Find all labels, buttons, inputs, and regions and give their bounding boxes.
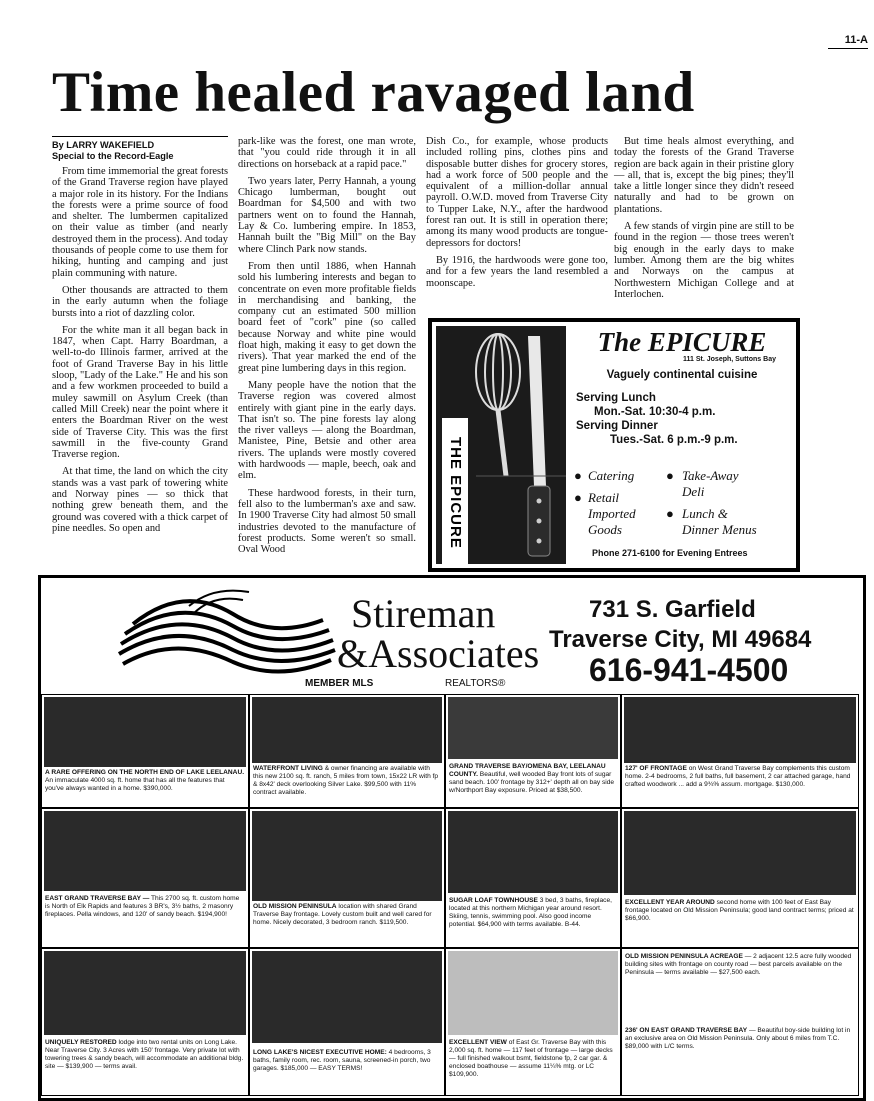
- paragraph: These hardwood forests, in their turn, fell also to the lumberman's axe and saw. In 1900 Traverse City had almost 50 small industries devoted to the manufacture of forest products. Some weren't so small. Oval Wood: [238, 487, 416, 556]
- listing-card: [445, 948, 621, 1096]
- lunch-label: Serving Lunch: [576, 392, 656, 404]
- listing-headline: EAST GRAND TRAVERSE BAY —: [45, 895, 150, 902]
- byline-rule: [52, 136, 228, 137]
- byline-outlet: Special to the Record-Eagle: [52, 151, 174, 161]
- realtor-ad-header: [41, 578, 863, 696]
- listing-card: [445, 694, 621, 808]
- listing-headline: 127' OF FRONTAGE: [625, 765, 687, 772]
- paragraph: But time heals almost everything, and today the forests of the Grand Traverse region are back again in their pristine glory — all, that is, except the big pines; they'll take a little longer since they didn't reseed naturally and had to be grown on plantations.: [614, 136, 794, 215]
- paragraph: By 1916, the hardwoods were gone too, and for a few years the land resembled a moonscape.: [426, 254, 608, 289]
- listing-body: on West Grand Traverse Bay complements this custom home. 2-4 bedrooms, 2 full baths, full basement, 2 car attached garage, hand crafted woodwork ... add a 9¾% assum. mortgage. $130,000.: [625, 765, 851, 788]
- byline-author: By LARRY WAKEFIELD: [52, 140, 155, 150]
- listing-headline: 236' ON EAST GRAND TRAVERSE BAY: [625, 1027, 748, 1034]
- listing-text: [449, 1039, 617, 1079]
- epicure-title: The EPICURE: [597, 327, 767, 357]
- epicure-phone: Phone 271-6100 for Evening Entrees: [592, 548, 748, 558]
- listing-card: [249, 808, 445, 948]
- listing-card: [621, 694, 859, 808]
- listing-text: [449, 763, 617, 795]
- listing-body: — Beautiful boy-side building lot in an exclusive area on Old Mission Peninsula. Only about 6 miles from T.C. $89,000 with L/C terms.: [625, 1027, 851, 1050]
- listing-text: [253, 1049, 441, 1073]
- realtor-name-line1: Stireman: [351, 591, 496, 636]
- article-column-4: [614, 136, 794, 306]
- listing-text: [449, 897, 617, 929]
- realtors-mark: REALTORS®: [445, 678, 506, 689]
- listing-body: lodge into two rental units on Long Lake. Near Traverse City. 3 Acres with 150' frontage. Very private lot with towering trees & sandy beach, will accommodate an additional bldg. site — $139,900 — terms avail.: [45, 1039, 244, 1070]
- house-photo: [252, 811, 442, 901]
- house-photo: [624, 697, 856, 763]
- paragraph: park-like was the forest, one man wrote, that "you could ride through it in all directions on horseback at a rapid pace.": [238, 136, 416, 170]
- paragraph: For the white man it all began back in 1847, when Capt. Harry Boardman, a well-to-do Illinois farmer, arrived at the foot of Grand Traverse Bay in his little sloop, "Lady of the Lake." He and his son and a few workmen proceeded to build a muley sawmill on Asylum Creek (than called Mill Creek) near the point where it enters the Boardman River on the west side of Traverse City. This was the first sawmill in the five-county Grand Traverse region.: [52, 324, 228, 461]
- listing-headline: OLD MISSION PENINSULA: [253, 903, 337, 910]
- listing-body: & owner financing are available with this new 2100 sq. ft. ranch, 5 miles from town, 15x22 LR with fp & 8x42' deck overlooking Silver Lake. $99,500 with 11% contract available.: [253, 765, 439, 796]
- service-deli: Deli: [682, 484, 705, 499]
- listing-text: [625, 953, 855, 977]
- epicure-ad-details: [576, 328, 788, 447]
- listing-text: [45, 895, 245, 919]
- listing-headline: A RARE OFFERING ON THE NORTH END OF LAKE LEELANAU.: [45, 769, 245, 776]
- service-goods: Goods: [588, 522, 622, 537]
- listing-body: 3 bed, 3 baths, fireplace, located at this northern Michigan year around resort. Skiing, tennis, swimming pool. Also good income potential. $64,900 with terms available. B-44.: [449, 897, 612, 928]
- page-number-rule: [828, 48, 868, 49]
- service-imported: Imported: [588, 506, 636, 521]
- listing-card: [41, 948, 249, 1096]
- listing-card: [445, 808, 621, 948]
- listing-body: An immaculate 4000 sq. ft. home that has all the features that you've always wanted in a home. $390,000.: [45, 777, 225, 792]
- service-retail: Retail: [588, 490, 620, 505]
- listing-headline: LONG LAKE'S NICEST EXECUTIVE HOME:: [253, 1049, 387, 1056]
- listing-headline: EXCELLENT VIEW: [449, 1039, 507, 1046]
- listing-text: [625, 765, 855, 789]
- listing-headline: SUGAR LOAF TOWNHOUSE: [449, 897, 538, 904]
- townhouse-photo: [448, 811, 618, 893]
- bullet-icon: ●: [574, 490, 582, 505]
- house-photo: [44, 951, 246, 1035]
- paragraph: Dish Co., for example, whose products included rolling pins, clothes pins and disposable butter dishes for grocery stores, had a work force of 500 people and the equivalent of a million-dollar annual payroll. O.W.D. moved from Traverse City to Tupper Lake, N.Y., after the hardwood forest ran out. It is still in operation there; among its many wood products are tongue-depressors for doctors!: [426, 136, 608, 249]
- house-photo: [624, 811, 856, 895]
- listing-card: [41, 694, 249, 808]
- bullet-icon: ●: [574, 468, 582, 483]
- service-dinner-menus: Dinner Menus: [682, 522, 757, 537]
- listing-body: — 2 adjacent 12.5 acre fully wooded building sites with frontage on county road — best parcels available on the Peninsula — terms available — $27,500 each.: [625, 953, 852, 976]
- realtor-street: 731 S. Garfield: [589, 596, 756, 623]
- listing-card: [249, 694, 445, 808]
- paragraph: From time immemorial the great forests of the Grand Traverse region have played a major role in its history. For the Indians the forests were a prime source of food and shelter. The lumbermen capitalized on their value as timber (and nearly destroyed them in the process). And today thousands of people come to use them for hiking, hunting and camping and just plain communing with nature.: [52, 166, 228, 279]
- bullet-icon: ●: [666, 468, 674, 483]
- service-take-away: Take-Away: [682, 468, 739, 483]
- realtor-phone: 616-941-4500: [589, 652, 789, 688]
- listing-card: [621, 948, 859, 1096]
- house-photo: [44, 697, 246, 767]
- member-mls: MEMBER MLS: [305, 678, 374, 689]
- listing-headline: WATERFRONT LIVING: [253, 765, 323, 772]
- epicure-ad-artwork: [436, 326, 566, 564]
- realtor-city: Traverse City, MI 49684: [549, 626, 812, 653]
- epicure-side-text: THE EPICURE: [442, 418, 468, 564]
- byline: [52, 140, 228, 162]
- article-column-1: [52, 136, 228, 540]
- headline: Time healed ravaged land: [52, 61, 695, 124]
- listing-headline: OLD MISSION PENINSULA ACREAGE: [625, 953, 743, 960]
- listings-grid: [41, 694, 863, 1098]
- epicure-address: 111 St. Joseph, Suttons Bay: [683, 356, 776, 363]
- paragraph: A few stands of virgin pine are still to be found in the region — those trees weren't big enough in the early days to make lumber. Among them are the big whites and Norways on the campus at Northwestern Michigan College and at Interlochen.: [614, 221, 794, 300]
- house-photo: [252, 951, 442, 1043]
- listing-text: [253, 765, 441, 797]
- listing-body: of East Gr. Traverse Bay with this 2,000 sq. ft. home — 117 feet of frontage — large decks — full finished walkout bsmt, fieldstone fp, 2 car gar. & enclosed boathouse — assume 11¼% mtg. or LC $109,900.: [449, 1039, 613, 1078]
- listing-text: [45, 1039, 245, 1071]
- listing-text: [45, 769, 245, 793]
- listing-card: [249, 948, 445, 1096]
- paragraph: At that time, the land on which the city stands was a vast park of towering white and Norway pines — so thick that nothing grew beneath them, and the ground was covered with a thick carpet of pine needles. So open and: [52, 466, 228, 534]
- house-photo: [252, 697, 442, 763]
- epicure-ad: [428, 318, 800, 572]
- service-catering: Catering: [588, 468, 635, 483]
- listing-card: [41, 808, 249, 948]
- listing-body: location with shared Grand Traverse Bay frontage. Lovely custom built and well cared for home. Nicely decorated, 3 bedroom ranch. $119,500.: [253, 903, 432, 926]
- article-column-2: [238, 136, 416, 561]
- listing-card: [621, 808, 859, 948]
- house-photo: [44, 811, 246, 891]
- listing-body: second home with 100 feet of East Bay frontage located on Old Mission Peninsula; good land contract terms; priced at $66,900.: [625, 899, 854, 922]
- paragraph: From then until 1886, when Hannah sold his lumbering interests and began to concentrate on even more profitable fields in merchandising and banking, the company cut an estimated 500 million board feet of "cork" pine (so called because Norway and white pine would float high, making it easy to get down the rivers). That year marked the end of the great pine lumbering days in this region.: [238, 260, 416, 374]
- listing-body: This 2700 sq. ft. custom home is North of Elk Rapids and features 3 BR's, 3½ baths, 2 masonry fireplaces. Pella windows, and 120' of sandy beach. $194,900!: [45, 895, 240, 918]
- paragraph: Two years later, Perry Hannah, a young Chicago lumberman, bought out Boardman for $4,500 and with two partners went on to found the Hannah, Lay & Co. lumbering empire. In 1853, Hannah built the "Big Mill" on the Bay where Clinch Park now stands.: [238, 175, 416, 255]
- house-photo: [448, 951, 618, 1035]
- service-lunch: Lunch &: [682, 506, 728, 521]
- beach-photo: [448, 697, 618, 759]
- realtor-ad: [38, 575, 866, 1101]
- listing-text: [253, 903, 441, 927]
- bullet-icon: ●: [666, 506, 674, 521]
- lunch-hours: Mon.-Sat. 10:30-4 p.m.: [594, 406, 716, 418]
- listing-headline: EXCELLENT YEAR AROUND: [625, 899, 715, 906]
- epicure-tagline: Vaguely continental cuisine: [606, 369, 758, 381]
- realtor-name-line2: &Associates: [337, 631, 540, 676]
- listing-body: 4 bedrooms, 3 baths, family room, rec. room, sauna, screened-in porch, two garages. $185,000 — EASY TERMS!: [253, 1049, 431, 1072]
- listing-headline: GRAND TRAVERSE BAY/OMENA BAY, LEELANAU COUNTY.: [449, 763, 606, 778]
- listing-text: [625, 899, 855, 923]
- dinner-hours: Tues.-Sat. 6 p.m.-9 p.m.: [610, 434, 738, 446]
- paragraph: Many people have the notion that the Traverse region was covered almost entirely with giant pine in the early days. That isn't so. The pine forests lay along the river valleys — along the Boardman, Manistee, Pine, Betsie and other area rivers. The uplands were mostly covered with hardwoods — maple, beech, oak and elm.: [238, 379, 416, 482]
- dinner-label: Serving Dinner: [576, 420, 658, 432]
- listing-body: Beautiful, well wooded Bay front lots of sugar sand beach. 100' frontage by 312+' depth all on bay side w/Northport Bay exposure. Priced at $38,500.: [449, 771, 615, 794]
- paragraph: Other thousands are attracted to them in the early autumn when the foliage bursts into a riot of dazzling color.: [52, 284, 228, 319]
- article-column-3: [426, 136, 608, 295]
- page-number: 11-A: [844, 34, 868, 46]
- listing-headline: UNIQUELY RESTORED: [45, 1039, 117, 1046]
- waves-logo-icon: [103, 584, 343, 684]
- listing-text: [625, 1027, 855, 1051]
